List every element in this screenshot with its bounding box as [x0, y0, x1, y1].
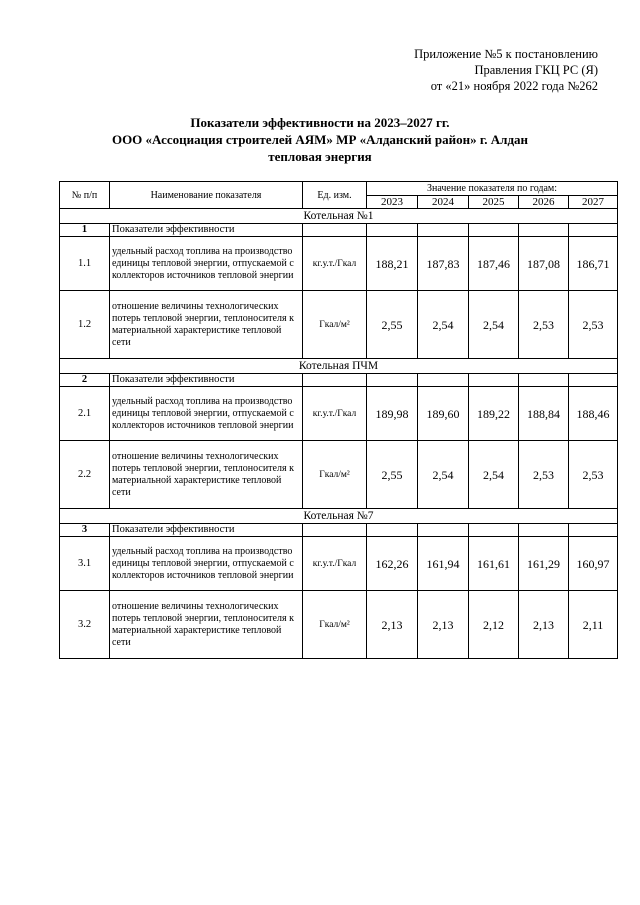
unit-cell: кг.у.т./Гкал — [303, 537, 367, 591]
row-number: 3.2 — [60, 591, 110, 659]
empty-cell — [569, 374, 618, 387]
header-year: 2026 — [519, 196, 569, 209]
value-2025: 187,46 — [469, 237, 519, 291]
section-title: Котельная №1 — [60, 209, 618, 224]
value-2025: 189,22 — [469, 387, 519, 441]
group-number: 2 — [60, 374, 110, 387]
group-row — [60, 524, 618, 537]
unit-cell: кг.у.т./Гкал — [303, 237, 367, 291]
header-unit: Ед. изм. — [303, 182, 367, 209]
value-2026: 2,53 — [519, 441, 569, 509]
indicator-name: удельный расход топлива на производство единицы тепловой энергии, отпускаемой с коллекторов источников тепловой энергии — [110, 387, 303, 441]
indicator-name: отношение величины технологических потерь тепловой энергии, теплоносителя к материальной характеристике тепловой сети — [110, 291, 303, 359]
value-2025: 161,61 — [469, 537, 519, 591]
appendix-line-2: Правления ГКЦ РС (Я) — [474, 63, 598, 77]
section-title: Котельная ПЧМ — [60, 359, 618, 374]
empty-cell — [519, 224, 569, 237]
unit-cell: кг.у.т./Гкал — [303, 387, 367, 441]
empty-cell — [469, 224, 519, 237]
indicator-name: отношение величины технологических потерь тепловой энергии, теплоносителя к материальной характеристике тепловой сети — [110, 441, 303, 509]
empty-cell — [418, 374, 469, 387]
section-row — [60, 359, 618, 374]
row-number: 1.1 — [60, 237, 110, 291]
value-2026: 161,29 — [519, 537, 569, 591]
empty-cell — [367, 524, 418, 537]
group-row — [60, 224, 618, 237]
indicator-name: удельный расход топлива на производство единицы тепловой энергии, отпускаемой с коллекторов источников тепловой энергии — [110, 537, 303, 591]
table-row — [60, 591, 618, 659]
value-2024: 161,94 — [418, 537, 469, 591]
table-row — [60, 387, 618, 441]
empty-cell — [519, 524, 569, 537]
group-number: 3 — [60, 524, 110, 537]
unit-cell: Гкал/м² — [303, 591, 367, 659]
unit-cell: Гкал/м² — [303, 441, 367, 509]
empty-cell — [303, 374, 367, 387]
value-2026: 2,13 — [519, 591, 569, 659]
empty-cell — [367, 374, 418, 387]
value-2023: 188,21 — [367, 237, 418, 291]
value-2026: 188,84 — [519, 387, 569, 441]
value-2027: 160,97 — [569, 537, 618, 591]
row-number: 1.2 — [60, 291, 110, 359]
indicator-name: отношение величины технологических потерь тепловой энергии, теплоносителя к материальной характеристике тепловой сети — [110, 591, 303, 659]
value-2027: 2,53 — [569, 441, 618, 509]
title-line-3: тепловая энергия — [268, 149, 372, 164]
group-name: Показатели эффективности — [110, 224, 303, 237]
empty-cell — [303, 224, 367, 237]
row-number: 2.1 — [60, 387, 110, 441]
empty-cell — [519, 374, 569, 387]
value-2023: 2,55 — [367, 291, 418, 359]
value-2027: 2,11 — [569, 591, 618, 659]
header-year: 2023 — [367, 196, 418, 209]
value-2023: 189,98 — [367, 387, 418, 441]
value-2025: 2,54 — [469, 441, 519, 509]
table-row — [60, 291, 618, 359]
value-2024: 187,83 — [418, 237, 469, 291]
value-2026: 2,53 — [519, 291, 569, 359]
value-2025: 2,12 — [469, 591, 519, 659]
empty-cell — [418, 224, 469, 237]
value-2024: 2,54 — [418, 291, 469, 359]
empty-cell — [303, 524, 367, 537]
empty-cell — [469, 374, 519, 387]
indicator-name: удельный расход топлива на производство единицы тепловой энергии, отпускаемой с коллекторов источников тепловой энергии — [110, 237, 303, 291]
value-2023: 162,26 — [367, 537, 418, 591]
header-year: 2027 — [569, 196, 618, 209]
header-number: № п/п — [60, 182, 110, 209]
empty-cell — [569, 224, 618, 237]
value-2027: 186,71 — [569, 237, 618, 291]
table-row — [60, 441, 618, 509]
section-title: Котельная №7 — [60, 509, 618, 524]
group-row — [60, 374, 618, 387]
indicators-table — [59, 181, 618, 659]
row-number: 2.2 — [60, 441, 110, 509]
empty-cell — [418, 524, 469, 537]
empty-cell — [469, 524, 519, 537]
value-2024: 189,60 — [418, 387, 469, 441]
title-line-2: ООО «Ассоциация строителей АЯМ» МР «Алданский район» г. Алдан — [111, 132, 529, 147]
value-2025: 2,54 — [469, 291, 519, 359]
document-title — [0, 114, 640, 165]
table-row — [60, 237, 618, 291]
value-2026: 187,08 — [519, 237, 569, 291]
value-2027: 2,53 — [569, 291, 618, 359]
section-row — [60, 209, 618, 224]
value-2023: 2,55 — [367, 441, 418, 509]
header-values: Значение показателя по годам: — [367, 182, 618, 196]
empty-cell — [367, 224, 418, 237]
section-row — [60, 509, 618, 524]
empty-cell — [569, 524, 618, 537]
header-name: Наименование показателя — [110, 182, 303, 209]
unit-cell: Гкал/м² — [303, 291, 367, 359]
appendix-line-1: Приложение №5 к постановлению — [414, 47, 598, 61]
table-row — [60, 537, 618, 591]
header-year: 2024 — [418, 196, 469, 209]
row-number: 3.1 — [60, 537, 110, 591]
value-2024: 2,13 — [418, 591, 469, 659]
appendix-line-3: от «21» ноября 2022 года №262 — [430, 79, 598, 93]
title-line-1: Показатели эффективности на 2023–2027 гг. — [190, 115, 450, 130]
group-name: Показатели эффективности — [110, 524, 303, 537]
group-number: 1 — [60, 224, 110, 237]
group-name: Показатели эффективности — [110, 374, 303, 387]
header-year: 2025 — [469, 196, 519, 209]
value-2027: 188,46 — [569, 387, 618, 441]
value-2023: 2,13 — [367, 591, 418, 659]
appendix-reference — [414, 46, 598, 94]
value-2024: 2,54 — [418, 441, 469, 509]
